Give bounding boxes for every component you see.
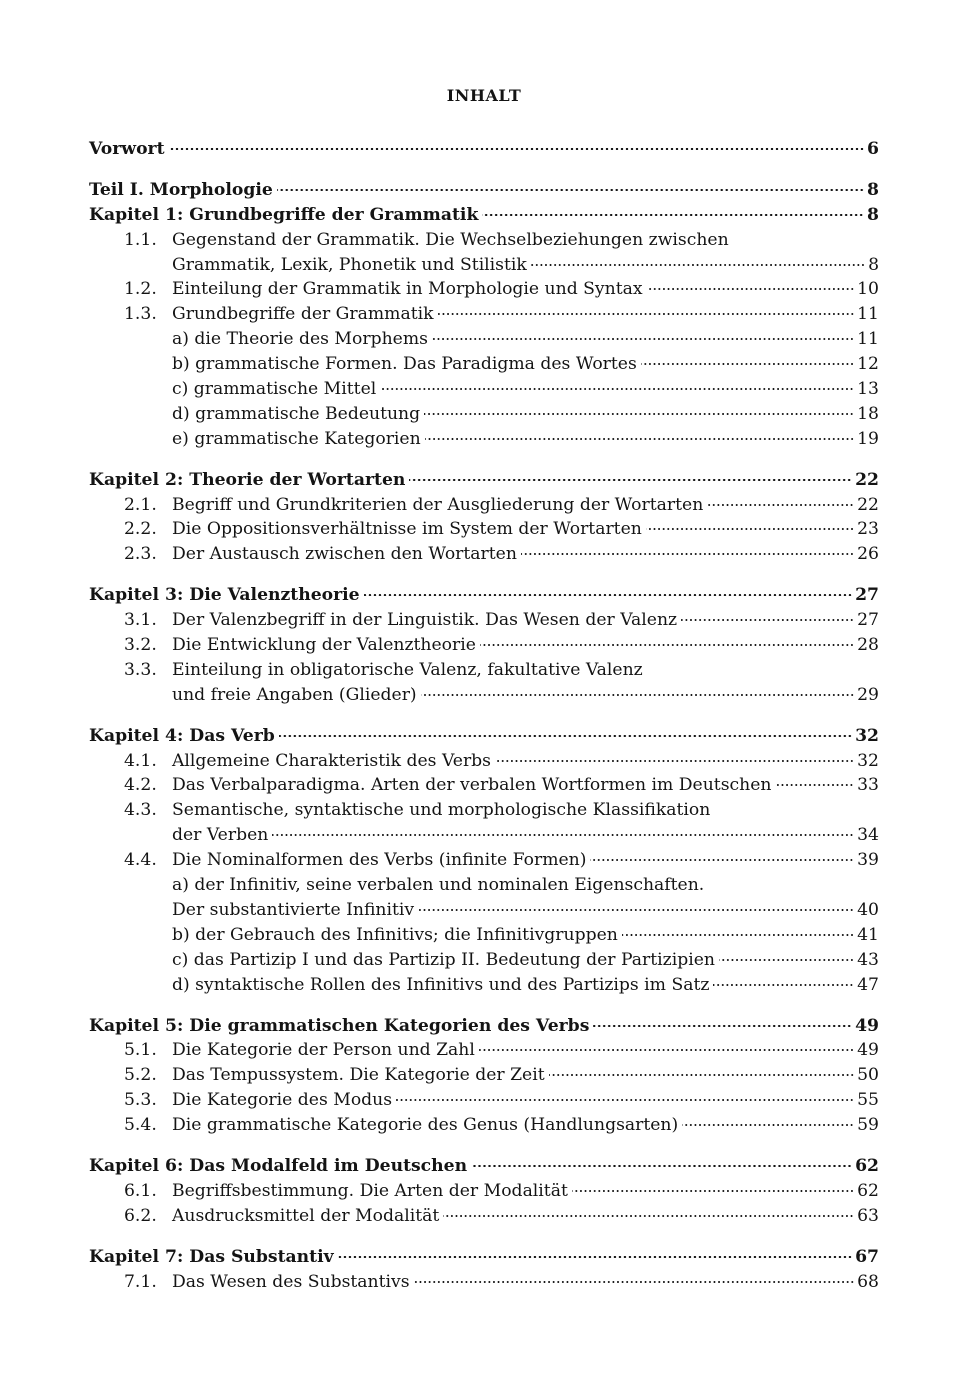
page-number: 43 xyxy=(857,949,879,970)
entry-title: Kapitel 3: Die Valenztheorie xyxy=(89,585,360,606)
entry-number: 4.4. xyxy=(124,850,157,871)
toc-entry[interactable] xyxy=(89,228,879,253)
dot-leader xyxy=(531,260,865,266)
page-number: 32 xyxy=(855,725,879,746)
entry-title: a) die Theorie des Morphems xyxy=(172,329,428,350)
toc-entry[interactable] xyxy=(89,327,879,352)
entry-number: 3.3. xyxy=(124,659,157,680)
toc-heading[interactable] xyxy=(89,583,879,608)
toc-entry[interactable] xyxy=(89,948,879,973)
toc-entry[interactable] xyxy=(89,352,879,377)
toc-section xyxy=(89,1014,879,1138)
entry-title: a) der Infinitiv, seine verbalen und nominalen Eigenschaften. xyxy=(172,875,705,896)
entry-number: 2.3. xyxy=(124,544,157,565)
page-number: 29 xyxy=(857,684,879,705)
entry-number: 6.1. xyxy=(124,1180,157,1201)
entry-number: 6.2. xyxy=(124,1205,157,1226)
toc-entry[interactable] xyxy=(89,1038,879,1063)
entry-title: Ausdrucksmittel der Modalität xyxy=(172,1205,440,1226)
dot-leader xyxy=(641,359,854,365)
entry-title: b) grammatische Formen. Das Paradigma des Wortes xyxy=(172,354,637,375)
toc-entry[interactable] xyxy=(89,493,879,518)
dot-leader xyxy=(647,284,855,290)
page-number: 19 xyxy=(857,428,879,449)
toc-entry[interactable] xyxy=(89,1270,879,1295)
entry-title: Gegenstand der Grammatik. Die Wechselbeziehungen zwischen xyxy=(172,229,729,250)
entry-title: Der substantivierte Infinitiv xyxy=(172,899,415,920)
toc-entry[interactable] xyxy=(89,542,879,567)
entry-title: Die Oppositionsverhältnisse im System der Wortarten xyxy=(172,519,642,540)
dot-leader xyxy=(432,334,854,340)
entry-title: b) der Gebrauch des Infinitivs; die Infinitivgruppen xyxy=(172,924,618,945)
entry-number: 1.2. xyxy=(124,279,157,300)
toc-entry[interactable] xyxy=(89,1113,879,1138)
page-number: 59 xyxy=(857,1115,879,1136)
toc-entry[interactable] xyxy=(89,848,879,873)
page-number: 8 xyxy=(867,204,879,225)
page-number: 62 xyxy=(855,1155,879,1176)
page-title: INHALT xyxy=(446,86,522,105)
toc-entry[interactable] xyxy=(89,798,879,823)
entry-title: Kapitel 5: Die grammatischen Kategorien des Verbs xyxy=(89,1015,590,1036)
entry-number: 4.1. xyxy=(124,750,157,771)
page-number: 27 xyxy=(855,585,879,606)
toc-entry[interactable] xyxy=(89,823,879,848)
dot-leader xyxy=(479,1045,854,1051)
entry-title: c) das Partizip I und das Partizip II. Bedeutung der Partizipien xyxy=(172,949,715,970)
page-number: 8 xyxy=(867,179,879,200)
entry-title: Die Entwicklung der Valenztheorie xyxy=(172,635,476,656)
toc-entry[interactable] xyxy=(89,683,879,708)
toc-entry[interactable] xyxy=(89,633,879,658)
dot-leader xyxy=(775,780,854,786)
entry-number: 4.3. xyxy=(124,800,157,821)
toc-section xyxy=(89,1154,879,1229)
dot-leader xyxy=(719,955,854,961)
page-number: 67 xyxy=(855,1246,879,1267)
entry-title: d) grammatische Bedeutung xyxy=(172,403,421,424)
entry-title: Allgemeine Charakteristik des Verbs xyxy=(172,750,491,771)
entry-title: der Verben xyxy=(172,825,269,846)
toc-entry[interactable] xyxy=(89,873,879,898)
toc-section xyxy=(89,468,879,568)
toc-entry[interactable] xyxy=(89,923,879,948)
entry-number: 4.2. xyxy=(124,775,157,796)
dot-leader xyxy=(418,905,854,911)
page-number: 39 xyxy=(857,850,879,871)
dot-leader xyxy=(471,1161,852,1167)
page-number: 8 xyxy=(868,254,879,275)
page-number: 18 xyxy=(857,403,879,424)
page-number: 11 xyxy=(857,329,879,350)
toc-entry[interactable] xyxy=(89,1088,879,1113)
page-number: 55 xyxy=(857,1090,879,1111)
page-number: 12 xyxy=(857,354,879,375)
toc-section xyxy=(89,583,879,707)
toc-heading[interactable] xyxy=(89,724,879,749)
entry-title: Kapitel 6: Das Modalfeld im Deutschen xyxy=(89,1155,468,1176)
dot-leader xyxy=(549,1070,855,1076)
entry-title: Die Kategorie des Modus xyxy=(172,1090,393,1111)
toc-section xyxy=(89,724,879,998)
dot-leader xyxy=(480,640,854,646)
dot-leader xyxy=(590,855,854,861)
entry-title: Semantische, syntaktische und morphologische Klassifikation xyxy=(172,800,711,821)
toc-section xyxy=(89,137,879,162)
dot-leader xyxy=(277,185,864,191)
entry-number: 7.1. xyxy=(124,1271,157,1292)
entry-title: Das Verbalparadigma. Arten der verbalen Wortformen im Deutschen xyxy=(172,775,772,796)
toc-entry[interactable] xyxy=(89,302,879,327)
dot-leader xyxy=(495,756,854,762)
toc-heading[interactable] xyxy=(89,203,879,228)
toc-entry[interactable] xyxy=(89,377,879,402)
dot-leader xyxy=(338,1252,852,1258)
toc-entry[interactable] xyxy=(89,517,879,542)
entry-title: Einteilung der Grammatik in Morphologie und Syntax xyxy=(172,279,643,300)
dot-leader xyxy=(169,144,865,150)
toc-heading[interactable] xyxy=(89,137,879,162)
dot-leader xyxy=(421,690,855,696)
dot-leader xyxy=(572,1186,854,1192)
toc-section xyxy=(89,1245,879,1295)
page-number: 50 xyxy=(857,1065,879,1086)
dot-leader xyxy=(279,731,852,737)
entry-number: 2.2. xyxy=(124,519,157,540)
toc-entry[interactable] xyxy=(89,749,879,774)
page-number: 41 xyxy=(857,924,879,945)
page-number: 13 xyxy=(857,379,879,400)
entry-number: 5.2. xyxy=(124,1065,157,1086)
toc-entry[interactable] xyxy=(89,427,879,452)
entry-number: 5.1. xyxy=(124,1040,157,1061)
entry-number: 3.1. xyxy=(124,610,157,631)
dot-leader xyxy=(443,1211,854,1217)
dot-leader xyxy=(425,434,854,440)
entry-number: 1.1. xyxy=(124,229,157,250)
toc-entry[interactable] xyxy=(89,973,879,998)
toc-section xyxy=(89,178,879,452)
entry-title: Kapitel 4: Das Verb xyxy=(89,725,275,746)
entry-title: Der Austausch zwischen den Wortarten xyxy=(172,544,517,565)
dot-leader xyxy=(682,1120,854,1126)
page-number: 63 xyxy=(857,1205,879,1226)
dot-leader xyxy=(364,590,852,596)
entry-title: Das Wesen des Substantivs xyxy=(172,1271,410,1292)
page-number: 49 xyxy=(857,1040,879,1061)
toc-entry[interactable] xyxy=(89,253,879,278)
page-number: 26 xyxy=(857,544,879,565)
dot-leader xyxy=(482,210,864,216)
page-number: 68 xyxy=(857,1271,879,1292)
toc-heading[interactable] xyxy=(89,1245,879,1270)
entry-number: 3.2. xyxy=(124,635,157,656)
toc-entry[interactable] xyxy=(89,608,879,633)
toc-entry[interactable] xyxy=(89,1063,879,1088)
page-number: 49 xyxy=(855,1015,879,1036)
toc-entry[interactable] xyxy=(89,898,879,923)
dot-leader xyxy=(646,524,854,530)
entry-title: Der Valenzbegriff in der Linguistik. Das Wesen der Valenz xyxy=(172,610,678,631)
table-of-contents xyxy=(89,137,879,1310)
entry-title: e) grammatische Kategorien xyxy=(172,428,421,449)
dot-leader xyxy=(409,475,852,481)
toc-entry[interactable] xyxy=(89,1204,879,1229)
dot-leader xyxy=(593,1021,852,1027)
dot-leader xyxy=(521,549,854,555)
entry-title: Grundbegriffe der Grammatik xyxy=(172,304,434,325)
toc-heading[interactable] xyxy=(89,178,879,203)
page-number: 34 xyxy=(857,825,879,846)
toc-entry[interactable] xyxy=(89,773,879,798)
entry-title: Vorwort xyxy=(89,139,165,159)
entry-title: Grammatik, Lexik, Phonetik und Stilistik xyxy=(172,254,527,275)
page-number: 47 xyxy=(857,974,879,995)
dot-leader xyxy=(396,1095,854,1101)
dot-leader xyxy=(380,384,854,390)
page-number: 27 xyxy=(857,610,879,631)
toc-heading[interactable] xyxy=(89,1014,879,1039)
dot-leader xyxy=(272,830,854,836)
entry-title: Begriffsbestimmung. Die Arten der Modalität xyxy=(172,1180,568,1201)
dot-leader xyxy=(707,500,854,506)
entry-title: Die grammatische Kategorie des Genus (Handlungsarten) xyxy=(172,1115,679,1136)
dot-leader xyxy=(438,309,855,315)
entry-number: 2.1. xyxy=(124,494,157,515)
entry-title: Einteilung in obligatorische Valenz, fakultative Valenz xyxy=(172,659,643,680)
entry-title: c) grammatische Mittel xyxy=(172,379,377,400)
entry-number: 5.3. xyxy=(124,1090,157,1111)
entry-title: Die Nominalformen des Verbs (infinite Formen) xyxy=(172,850,587,871)
page-number: 23 xyxy=(857,519,879,540)
entry-title: Das Tempussystem. Die Kategorie der Zeit xyxy=(172,1065,545,1086)
dot-leader xyxy=(681,615,854,621)
entry-title: Kapitel 2: Theorie der Wortarten xyxy=(89,469,406,490)
entry-number: 5.4. xyxy=(124,1115,157,1136)
page-number: 33 xyxy=(857,775,879,796)
toc-entry[interactable] xyxy=(89,402,879,427)
page-number: 22 xyxy=(857,494,879,515)
entry-title: Teil I. Morphologie xyxy=(89,179,273,200)
page-number: 22 xyxy=(855,469,879,490)
page-number: 11 xyxy=(857,304,879,325)
entry-title: Die Kategorie der Person und Zahl xyxy=(172,1040,475,1061)
page-number: 28 xyxy=(857,635,879,656)
page-number: 62 xyxy=(857,1180,879,1201)
page-number: 40 xyxy=(857,899,879,920)
dot-leader xyxy=(414,1277,855,1283)
toc-entry[interactable] xyxy=(89,1179,879,1204)
page-number: 6 xyxy=(867,139,879,159)
toc-heading[interactable] xyxy=(89,1154,879,1179)
toc-heading[interactable] xyxy=(89,468,879,493)
entry-title: Kapitel 1: Grundbegriffe der Grammatik xyxy=(89,204,479,225)
page-number: 10 xyxy=(857,279,879,300)
dot-leader xyxy=(622,930,854,936)
page-number: 32 xyxy=(857,750,879,771)
entry-title: d) syntaktische Rollen des Infinitivs und des Partizips im Satz xyxy=(172,974,710,995)
entry-title: und freie Angaben (Glieder) xyxy=(172,684,417,705)
dot-leader xyxy=(713,980,854,986)
entry-title: Begriff und Grundkriterien der Ausgliederung der Wortarten xyxy=(172,494,704,515)
entry-title: Kapitel 7: Das Substantiv xyxy=(89,1246,334,1267)
entry-number: 1.3. xyxy=(124,304,157,325)
dot-leader xyxy=(424,409,854,415)
toc-entry[interactable] xyxy=(89,658,879,683)
toc-entry[interactable] xyxy=(89,277,879,302)
